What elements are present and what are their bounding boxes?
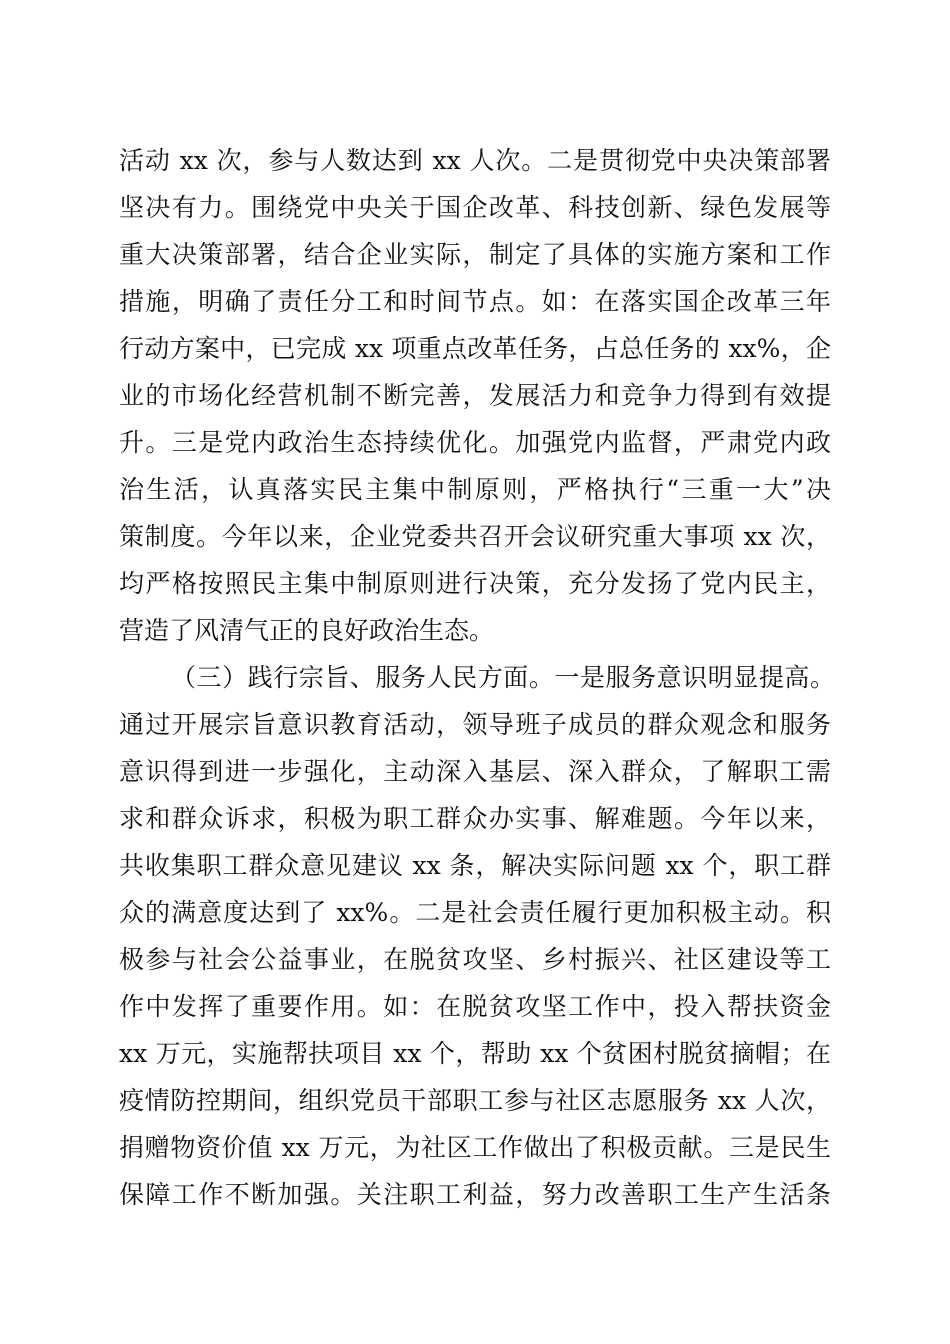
text-line: 众的满意度达到了 xx%。二是社会责任履行更加积极主动。积 [119,898,831,927]
text-line: 活动 xx 次，参与人数达到 xx 人次。二是贯彻党中央决策部署 [119,146,831,175]
paragraph-end-line: 营造了风清气正的良好政治生态。 [119,616,495,645]
text-line: 坚决有力。围绕党中央关于国企改革、科技创新、绿色发展等 [119,193,831,222]
text-line: 治生活，认真落实民主集中制原则，严格执行“三重一大”决 [119,475,831,504]
text-line: 行动方案中，已完成 xx 项重点改革任务，占总任务的 xx%，企 [119,334,831,363]
text-line: 重大决策部署，结合企业实际，制定了具体的实施方案和工作 [119,240,831,269]
text-line: 作中发挥了重要作用。如：在脱贫攻坚工作中，投入帮扶资金 [119,992,831,1021]
section-heading-line: （三）践行宗旨、服务人民方面。一是服务意识明显提高。 [171,663,835,692]
text-line: 捐赠物资价值 xx 万元，为社区工作做出了积极贡献。三是民生 [119,1133,831,1162]
text-line: 措施，明确了责任分工和时间节点。如：在落实国企改革三年 [119,287,831,316]
text-line: 业的市场化经营机制不断完善，发展活力和竞争力得到有效提 [119,381,831,410]
text-line: xx 万元，实施帮扶项目 xx 个，帮助 xx 个贫困村脱贫摘帽；在 [119,1039,831,1068]
text-line: 通过开展宗旨意识教育活动，领导班子成员的群众观念和服务 [119,710,831,739]
text-line: 策制度。今年以来，企业党委共召开会议研究重大事项 xx 次， [119,522,831,551]
text-line: 极参与社会公益事业，在脱贫攻坚、乡村振兴、社区建设等工 [119,945,831,974]
text-line: 求和群众诉求，积极为职工群众办实事、解难题。今年以来， [119,804,831,833]
text-line: 共收集职工群众意见建议 xx 条，解决实际问题 xx 个，职工群 [119,851,831,880]
text-line: 意识得到进一步强化，主动深入基层、深入群众，了解职工需 [119,757,831,786]
text-line: 疫情防控期间，组织党员干部职工参与社区志愿服务 xx 人次， [119,1086,831,1115]
text-line: 均严格按照民主集中制原则进行决策，充分发扬了党内民主， [119,569,831,598]
text-line: 升。三是党内政治生态持续优化。加强党内监督，严肃党内政 [119,428,831,457]
text-line: 保障工作不断加强。关注职工利益，努力改善职工生产生活条 [119,1180,831,1209]
